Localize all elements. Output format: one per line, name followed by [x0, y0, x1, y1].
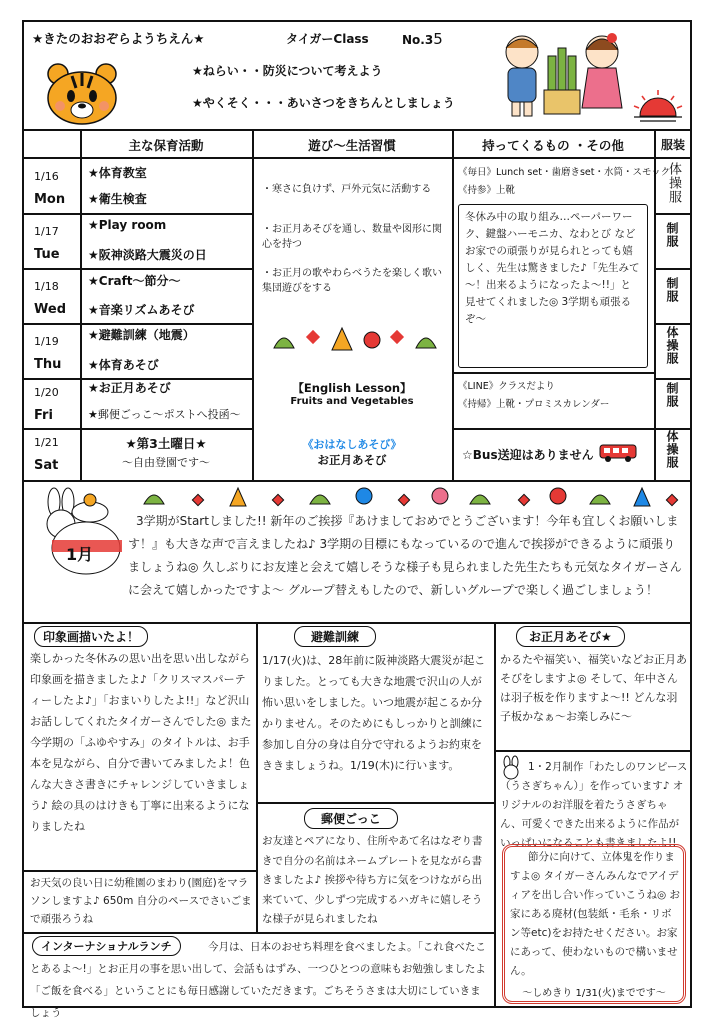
intro-message: 3学期がStartしました!! 新年のご挨拶『あけましておめでとうございます！今年も宜しくお願いします！』も大きな声で言えましたね♪ 3学期の目標にもなっているので進んで挨拶ができるように頑張りましょうね◎ 久しぶりにお友達と会えて嬉しそうな様子も見られました先生たちも元気なタイガーさんに会えて嬉しかったですよ～ グループ替えもしたので、新しいグループで楽しく過ごしましょう！: [128, 514, 682, 597]
marathon-body: お天気の良い日に幼稚園のまわり(園庭)をマラソンしますよ♪ 650m 自分のペースでさいごまで頑張ろうね: [30, 877, 252, 925]
activity-item: ★衛生検査: [88, 192, 147, 206]
uniform-cell: 制服: [665, 222, 679, 248]
bring-bring: 《持参》上靴: [458, 185, 516, 196]
day-date: 1/19: [34, 335, 59, 348]
tiger-icon: [42, 60, 122, 126]
new-year-garland: [134, 484, 690, 508]
bring-takehome: 《持帰》上靴・プロミスカレンダー: [458, 399, 610, 410]
day-row-tue: [24, 213, 80, 268]
day-weekday: Tue: [34, 247, 60, 262]
rabbit-craft-body: 1・2月制作「わたしのワンピース（うさぎちゃん）」を作っています♪ オリジナルのお洋服を着たうさぎちゃん、可愛くできた出来るように作品がいっぱいになることも書きましたよ!!: [500, 761, 688, 849]
aim-text: ★ねらい・・防災について考えよう: [192, 64, 383, 78]
life-item: ・お正月の歌やわらべうたを楽しく歌い集団遊びをする: [262, 268, 442, 294]
sunrise-icon: [630, 86, 686, 126]
setsubun-deadline: ～しめきり 1/31(火)までです～: [522, 988, 666, 999]
day-weekday: Fri: [34, 408, 53, 423]
month-label: 1月: [66, 545, 94, 564]
english-lesson-title: 【English Lesson】: [292, 381, 412, 395]
english-lesson-topic: Fruits and Vegetables: [290, 396, 414, 407]
drill-title: 避難訓練: [294, 626, 376, 647]
newsletter-page: [22, 20, 692, 1019]
day-date: 1/18: [34, 280, 59, 293]
day-row-sat: [24, 428, 80, 480]
issue-label: No.3: [402, 33, 434, 47]
activity-item: ★Play room: [88, 218, 167, 232]
day-row-thu: [24, 323, 80, 378]
activity-item: ★体育あそび: [88, 358, 159, 372]
activity-item: ★お正月あそび: [88, 381, 171, 395]
day-row-mon: [24, 158, 80, 213]
day-date: 1/20: [34, 386, 59, 399]
bus-icon: [598, 442, 638, 464]
story-play-topic: お正月あそび: [317, 453, 387, 467]
activity-item: ～自由登園です～: [122, 456, 210, 469]
issue-handwritten: 5: [433, 30, 443, 48]
activity-item: ★体育教室: [88, 166, 147, 180]
uniform-cell: 体操服: [666, 162, 681, 204]
newyear-title: お正月あそび★: [516, 626, 625, 647]
day-weekday: Thu: [34, 357, 62, 372]
post-title: 郵便ごっこ: [304, 808, 398, 829]
bring-line: 《LINE》クラスだより: [458, 381, 555, 392]
header-activity: 主な保育活動: [128, 138, 204, 153]
day-date: 1/16: [34, 170, 59, 183]
life-item: ・お正月あそびを通し、数量や図形に関心を持つ: [262, 224, 442, 250]
drawing-body: 楽しかった冬休みの思い出を思い出しながら印象画を描きましたよ♪「クリスマスパーティーしたよ♪」「おまいりしたよ!!」など沢山お話ししてくれたタイガーさんでした◎ また今学期の「ふゆやすみ」のタイトルは、お手本を見ながら、自分で書いてみましたよ！色んな大きさ書きにチャレンジしていきましょう♪ 絵の具のはけきも丁寧に出来るようになりましたね: [30, 652, 252, 833]
day-weekday: Wed: [34, 302, 66, 317]
story-play-title: 《おはなしあそび》: [302, 438, 402, 451]
day-row-fri: [24, 378, 80, 428]
day-weekday: Mon: [34, 192, 66, 207]
bus-notice: ☆Bus送迎はありません: [462, 448, 594, 462]
activity-item: ★音楽リズムあそび: [88, 303, 195, 317]
bring-daily: 《毎日》Lunch set・歯磨きset・水筒・スモック: [458, 167, 671, 178]
newyear-body: かるたや福笑い、福笑いなどお正月あそびをしますよ◎ そして、年中さんは羽子板を作りますよ～!! どんな羽子板かなぁ～お楽しみに～: [500, 653, 687, 723]
header-uniform: 服装: [660, 138, 685, 152]
promise-text: ★やくそく・・・あいさつをきちんとしましょう: [192, 96, 455, 110]
day-weekday: Sat: [34, 458, 59, 473]
uniform-cell: 体操服: [665, 326, 679, 365]
day-date: 1/17: [34, 225, 59, 238]
activity-item: ★第3土曜日★: [125, 436, 207, 451]
issue-number: [402, 30, 443, 48]
header-life: 遊び～生活習慣: [308, 138, 396, 153]
activity-item: ★避難訓練（地震）: [88, 328, 195, 342]
rabbit-kagamimochi-illustration: [34, 486, 126, 582]
post-body: お友達とペアになり、住所やあて名はなぞり書きで自分の名前はネームプレートを見ながら書きましたよ♪ 挨拶や待ち方に気をつけながら出来ていて、少しずつ完成するハガキに嬉しそうな様子が見られましたね: [262, 835, 483, 925]
new-year-decoration-row: [268, 322, 444, 356]
day-date: 1/21: [34, 436, 59, 449]
uniform-cell: 制服: [665, 277, 679, 303]
class-name: タイガーClass: [286, 32, 369, 46]
drill-body: 1/17(火)は、28年前に阪神淡路大震災が起こりました。とっても大きな地震で沢山の人が怖い思いをしました。いつ地震が起こるか分かりません。そのためにもしっかりと訓練に参加し自分の身は自分で守れるようお約束をききましょうね。1/19(木)に行います。: [262, 654, 486, 772]
lunch-body: 今月は、日本のおせち料理を食べましたよ。「これ食べたことあるよ～!」とお正月の事を思い出して、会話もはずみ、一つひとつの意味もお勉強しましたよ「ご飯を食べる」ということにも毎日感謝していただきます。ごちそうさまは大切にしていきましょう: [30, 941, 486, 1019]
uniform-cell: 制服: [665, 382, 679, 408]
header-bring: 持ってくるもの ・その他: [482, 138, 624, 153]
winter-break-note: 冬休み中の取り組み…ペーパーワーク、鍵盤ハーモニカ、なわとび など お家での頑張りが見られとっても嬉しく、先生は驚きました♪「先生みて～！出来るようになったよ～!!」と見せてくれました◎ 3学期も頑張るぞ～: [458, 204, 648, 368]
day-row-wed: [24, 268, 80, 323]
life-item: ・寒さに負けず、戸外元気に活動する: [262, 184, 432, 195]
activity-item: ★Craft～節分～: [88, 274, 181, 288]
activity-item: ★郵便ごっこ～ポストへ投函～: [88, 408, 241, 421]
uniform-cell: 体操服: [665, 430, 679, 469]
setsubun-body: 節分に向けて、立体鬼を作りますよ◎ タイガーさんみんなでアイディアを出し合い作っていこうね◎ お家にある廃材(包装紙・毛糸・リボン等etc)をお持たせください。お家にあって、使わないもので構いません。: [510, 851, 680, 977]
school-name: ★きたのおおぞらようちえん★: [32, 31, 205, 46]
drawing-title: 印象画描いたよ！: [34, 626, 148, 647]
children-kadomatsu-illustration: [498, 28, 628, 122]
lunch-title: インターナショナルランチ: [32, 936, 181, 956]
activity-item: ★阪神淡路大震災の日: [88, 248, 207, 262]
